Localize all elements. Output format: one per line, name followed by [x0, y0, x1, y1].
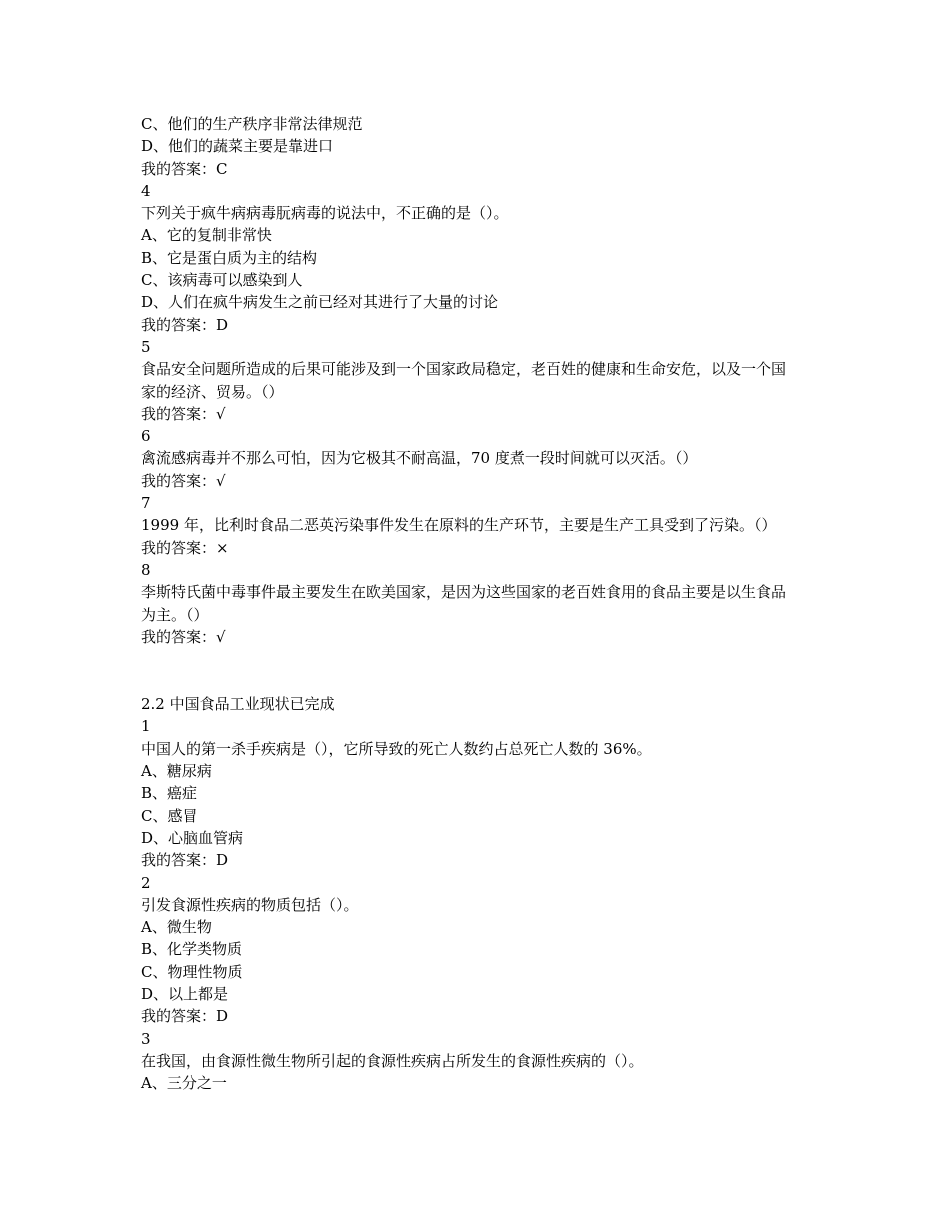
- question-block-section-2-2: [141, 693, 821, 1094]
- option-line: A、它的复制非常快: [141, 226, 272, 245]
- question-number: 1: [141, 717, 151, 736]
- answer-line: 我的答案：C: [141, 159, 228, 178]
- option-line: C、物理性物质: [141, 962, 243, 981]
- document-page: [141, 113, 821, 1094]
- option-line: B、癌症: [141, 784, 198, 803]
- answer-line: 我的答案：D: [141, 315, 229, 334]
- question-number: 5: [141, 337, 151, 356]
- option-line: C、感冒: [141, 806, 198, 825]
- option-line: A、微生物: [141, 918, 212, 937]
- option-line: B、化学类物质: [141, 940, 243, 959]
- question-text: 李斯特氏菌中毒事件最主要发生在欧美国家，是因为这些国家的老百姓食用的食品主要是以生食品: [141, 583, 787, 602]
- option-line: A、三分之一: [141, 1074, 227, 1093]
- question-text: 1999 年，比利时食品二恶英污染事件发生在原料的生产环节，主要是生产工具受到了污染。（）: [141, 516, 777, 535]
- question-number: 3: [141, 1029, 151, 1048]
- answer-line: 我的答案：√: [141, 471, 226, 490]
- question-text: 中国人的第一杀手疾病是（），它所导致的死亡人数约占总死亡人数的 36%。: [141, 739, 652, 758]
- answer-line: 我的答案：√: [141, 627, 226, 646]
- option-line: B、它是蛋白质为主的结构: [141, 248, 318, 267]
- answer-line: 我的答案：D: [141, 1007, 229, 1026]
- question-text: 家的经济、贸易。（）: [141, 382, 284, 401]
- section-gap: [141, 648, 821, 693]
- question-number: 4: [141, 181, 151, 200]
- option-line: A、糖尿病: [141, 762, 212, 781]
- question-block-previous: [141, 113, 821, 648]
- question-text: 为主。（）: [141, 605, 209, 624]
- question-text: 下列关于疯牛病病毒朊病毒的说法中，不正确的是（）。: [141, 204, 509, 223]
- option-line: D、人们在疯牛病发生之前已经对其进行了大量的讨论: [141, 293, 499, 312]
- option-line: D、心脑血管病: [141, 828, 244, 847]
- question-number: 8: [141, 560, 151, 579]
- option-line: D、他们的蔬菜主要是靠进口: [141, 137, 334, 156]
- question-text: 食品安全问题所造成的后果可能涉及到一个国家政局稳定，老百姓的健康和生命安危，以及一个国: [141, 360, 787, 379]
- option-line: C、他们的生产秩序非常法律规范: [141, 115, 363, 133]
- question-text: 在我国，由食源性微生物所引起的食源性疾病占所发生的食源性疾病的（）。: [141, 1051, 644, 1070]
- answer-line: 我的答案：D: [141, 851, 229, 870]
- section-title: 2.2 中国食品工业现状已完成: [141, 695, 335, 714]
- option-line: D、以上都是: [141, 984, 229, 1003]
- question-number: 6: [141, 427, 151, 446]
- question-text: 引发食源性疾病的物质包括（）。: [141, 895, 359, 914]
- option-line: C、该病毒可以感染到人: [141, 271, 303, 290]
- answer-line: 我的答案：×: [141, 538, 229, 557]
- question-number: 7: [141, 494, 151, 513]
- question-number: 2: [141, 873, 151, 892]
- question-text: 禽流感病毒并不那么可怕，因为它极其不耐高温，70 度煮一段时间就可以灭活。（）: [141, 449, 698, 468]
- answer-line: 我的答案：√: [141, 404, 226, 423]
